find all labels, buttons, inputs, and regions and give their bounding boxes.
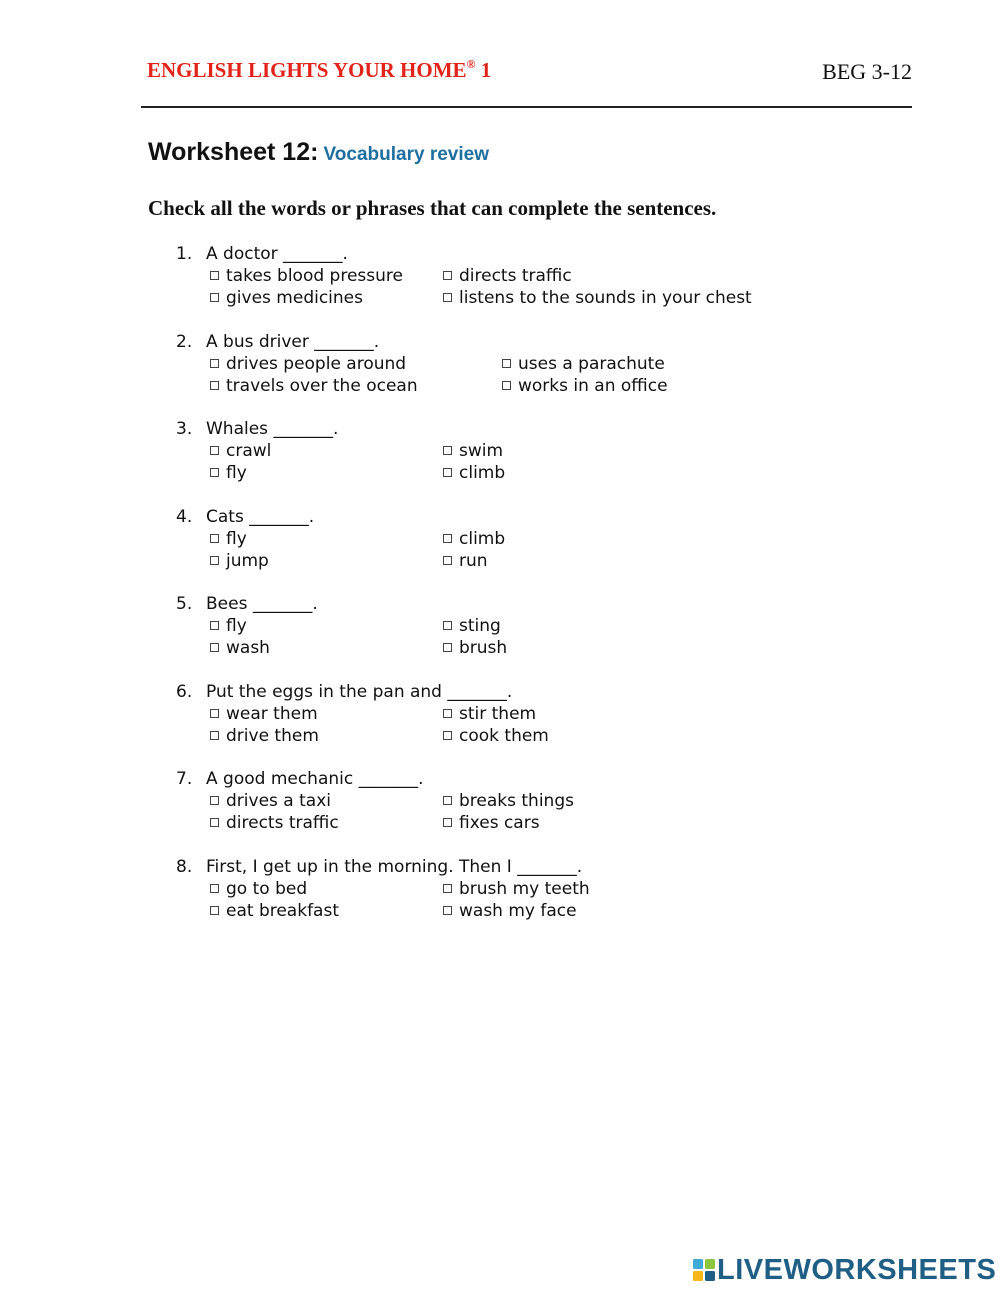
- checkbox-icon[interactable]: [210, 381, 219, 390]
- option-checkbox[interactable]: works in an office: [502, 375, 668, 397]
- question-6: [176, 681, 876, 746]
- question-stem: 8. First, I get up in the morning. Then I _______.: [176, 857, 583, 877]
- option-checkbox[interactable]: brush: [443, 637, 507, 659]
- checkbox-icon[interactable]: [210, 359, 219, 368]
- checkbox-icon[interactable]: [210, 796, 219, 805]
- checkbox-icon[interactable]: [210, 884, 219, 893]
- option-checkbox[interactable]: climb: [443, 528, 505, 550]
- question-8: [176, 856, 876, 921]
- checkbox-icon[interactable]: [502, 381, 511, 390]
- question-stem: 5. Bees _______.: [176, 594, 318, 614]
- worksheet-number: Worksheet 12:: [148, 138, 319, 166]
- checkbox-icon[interactable]: [210, 468, 219, 477]
- option-checkbox[interactable]: swim: [443, 440, 503, 462]
- header-divider: [141, 106, 912, 108]
- option-checkbox[interactable]: directs traffic: [210, 812, 339, 834]
- option-checkbox[interactable]: directs traffic: [443, 265, 572, 287]
- question-stem: 4. Cats _______.: [176, 507, 315, 527]
- option-checkbox[interactable]: fly: [210, 462, 247, 484]
- checkbox-icon[interactable]: [210, 731, 219, 740]
- checkbox-icon[interactable]: [210, 643, 219, 652]
- checkbox-icon[interactable]: [210, 906, 219, 915]
- option-checkbox[interactable]: fly: [210, 528, 247, 550]
- question-1: [176, 243, 876, 308]
- option-checkbox[interactable]: jump: [210, 550, 269, 572]
- question-3: [176, 418, 876, 483]
- checkbox-icon[interactable]: [502, 359, 511, 368]
- option-checkbox[interactable]: run: [443, 550, 488, 572]
- checkbox-icon[interactable]: [210, 534, 219, 543]
- checkbox-icon[interactable]: [210, 446, 219, 455]
- question-2: [176, 331, 876, 396]
- option-checkbox[interactable]: crawl: [210, 440, 271, 462]
- checkbox-icon[interactable]: [210, 271, 219, 280]
- liveworksheets-logo: [693, 1254, 996, 1286]
- checkbox-icon[interactable]: [210, 293, 219, 302]
- checkbox-icon[interactable]: [443, 884, 452, 893]
- option-checkbox[interactable]: travels over the ocean: [210, 375, 418, 397]
- option-checkbox[interactable]: takes blood pressure: [210, 265, 403, 287]
- question-stem: 6. Put the eggs in the pan and _______.: [176, 682, 513, 702]
- checkbox-icon[interactable]: [443, 731, 452, 740]
- worksheet-topic: Vocabulary review: [323, 144, 489, 165]
- checkbox-icon[interactable]: [443, 796, 452, 805]
- option-checkbox[interactable]: fixes cars: [443, 812, 540, 834]
- option-checkbox[interactable]: wash: [210, 637, 270, 659]
- option-checkbox[interactable]: stir them: [443, 703, 536, 725]
- liveworksheets-logo-text: LIVEWORKSHEETS: [717, 1254, 997, 1286]
- liveworksheets-logo-icon: [693, 1259, 715, 1281]
- option-checkbox[interactable]: wash my face: [443, 900, 577, 922]
- checkbox-icon[interactable]: [210, 818, 219, 827]
- option-checkbox[interactable]: brush my teeth: [443, 878, 590, 900]
- question-stem: 2. A bus driver _______.: [176, 332, 380, 352]
- checkbox-icon[interactable]: [443, 709, 452, 718]
- question-stem: 3. Whales _______.: [176, 419, 339, 439]
- option-checkbox[interactable]: climb: [443, 462, 505, 484]
- checkbox-icon[interactable]: [443, 446, 452, 455]
- checkbox-icon[interactable]: [210, 709, 219, 718]
- option-checkbox[interactable]: drives people around: [210, 353, 406, 375]
- option-checkbox[interactable]: fly: [210, 615, 247, 637]
- option-checkbox[interactable]: cook them: [443, 725, 549, 747]
- instructions: Check all the words or phrases that can complete the sentences.: [148, 196, 717, 220]
- question-stem: 1. A doctor _______.: [176, 244, 348, 264]
- checkbox-icon[interactable]: [443, 556, 452, 565]
- option-checkbox[interactable]: listens to the sounds in your chest: [443, 287, 752, 309]
- worksheet-title: [148, 138, 489, 167]
- question-stem: 7. A good mechanic _______.: [176, 769, 424, 789]
- option-checkbox[interactable]: eat breakfast: [210, 900, 339, 922]
- brand-title: ENGLISH LIGHTS YOUR HOME® 1: [147, 57, 492, 82]
- checkbox-icon[interactable]: [443, 468, 452, 477]
- page-header: [141, 58, 912, 88]
- option-checkbox[interactable]: go to bed: [210, 878, 307, 900]
- option-checkbox[interactable]: gives medicines: [210, 287, 363, 309]
- checkbox-icon[interactable]: [443, 271, 452, 280]
- checkbox-icon[interactable]: [443, 293, 452, 302]
- question-7: [176, 768, 876, 833]
- checkbox-icon[interactable]: [443, 534, 452, 543]
- checkbox-icon[interactable]: [443, 818, 452, 827]
- option-checkbox[interactable]: drive them: [210, 725, 319, 747]
- checkbox-icon[interactable]: [443, 621, 452, 630]
- checkbox-icon[interactable]: [210, 621, 219, 630]
- level-code: BEG 3-12: [822, 59, 912, 84]
- option-checkbox[interactable]: uses a parachute: [502, 353, 665, 375]
- checkbox-icon[interactable]: [443, 643, 452, 652]
- question-5: [176, 593, 876, 658]
- option-checkbox[interactable]: drives a taxi: [210, 790, 331, 812]
- option-checkbox[interactable]: breaks things: [443, 790, 574, 812]
- option-checkbox[interactable]: sting: [443, 615, 501, 637]
- question-4: [176, 506, 876, 571]
- checkbox-icon[interactable]: [443, 906, 452, 915]
- checkbox-icon[interactable]: [210, 556, 219, 565]
- option-checkbox[interactable]: wear them: [210, 703, 318, 725]
